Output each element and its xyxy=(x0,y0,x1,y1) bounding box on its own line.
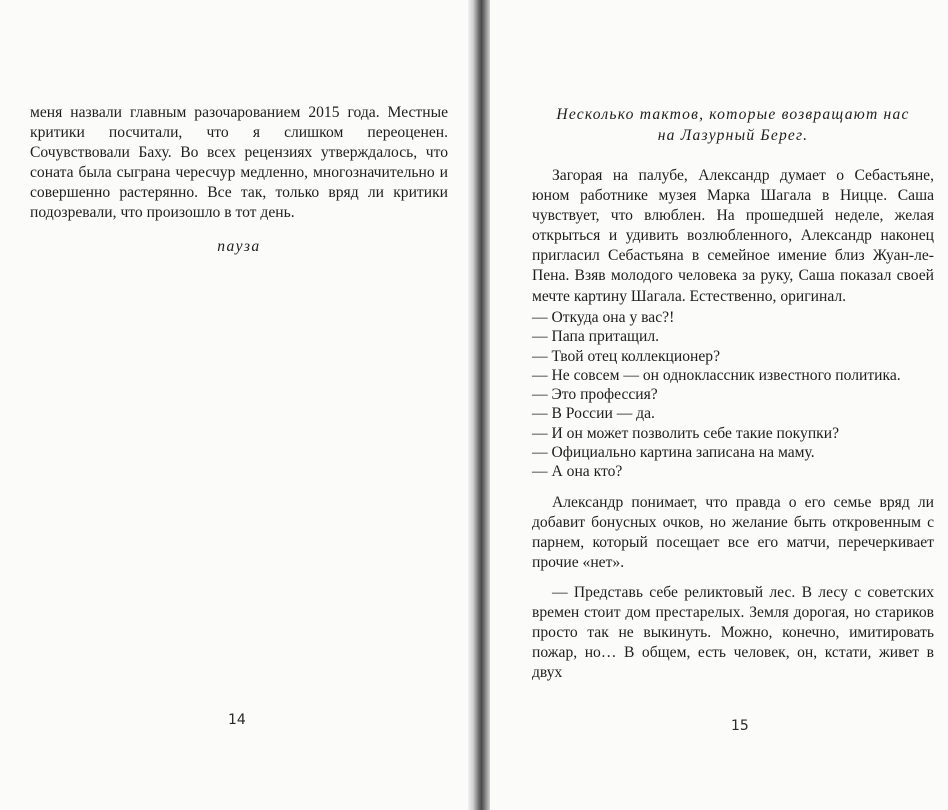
paragraph-forest: — Представь себе реликтовый лес. В лесу с советских времен стоит дом престарелых. Земля дорогая, но стариков просто так не выкинуть. Можно, конечно, имитировать пожар, но… В общем, есть человек, он, кстати, живет в двух xyxy=(532,584,934,682)
right-paragraph-2 xyxy=(532,493,934,573)
paragraph-sebastian: Загорая на палубе, Александр думает о Себастьяне, юном работнике музея Марка Шагала в Ницце. Саша чувствует, что влюблен. На прошедшей неделе, желая открыться и удивить возлюбленного, Александр наконец пригласил Себастьяна в семейное имение близ Жуан-ле-Пена. Взяв молодого человека за руку, Саша показал своей мечте картину Шагала. Естественно, оригинал. xyxy=(532,167,934,305)
dialogue-line: — Это профессия? xyxy=(532,386,658,404)
left-paragraph: меня назвали главным разочарованием 2015 года. Местные критики посчитали, что я слишком переоценен. Сочувствовали Баху. Во всех рецензиях утверждалось, что соната была сыграна чересчур медленно, многозначительно и совершенно растерянно. Все так, только вряд ли критики подозревали, что произошло в тот день. xyxy=(30,104,448,222)
right-paragraph-3 xyxy=(532,583,934,683)
left-page xyxy=(0,0,470,810)
section-heading xyxy=(532,105,934,146)
dialogue-line: — Папа притащил. xyxy=(532,328,660,346)
page-number-right: 15 xyxy=(731,718,749,734)
dialogue-line: — В России — да. xyxy=(532,405,655,423)
heading-line-2: на Лазурный Берег. xyxy=(657,126,809,144)
dialogue-block xyxy=(532,308,934,482)
dialogue-line: — Официально картина записана на маму. xyxy=(532,444,815,462)
dialogue-line: — Откуда она у вас?! xyxy=(532,309,675,326)
heading-line-1: Несколько тактов, которые возвращают нас xyxy=(556,106,910,123)
left-page-text xyxy=(30,103,448,224)
dialogue-line: — И он может позволить себе такие покупки? xyxy=(532,424,840,442)
dialogue-line: — Не совсем — он одноклассник известного политика. xyxy=(532,366,901,384)
page-number-left: 14 xyxy=(228,712,246,728)
pause-marker: пауза xyxy=(217,238,261,255)
dialogue-line: — А она кто? xyxy=(532,463,623,481)
right-paragraph-1 xyxy=(532,166,934,307)
dialogue-line: — Твой отец коллекционер? xyxy=(532,347,721,365)
paragraph-truth: Александр понимает, что правда о его семье вряд ли добавит бонусных очков, но желание быть откровенным с парнем, который посещает все его матчи, перечеркивает прочие «нет». xyxy=(532,494,934,572)
